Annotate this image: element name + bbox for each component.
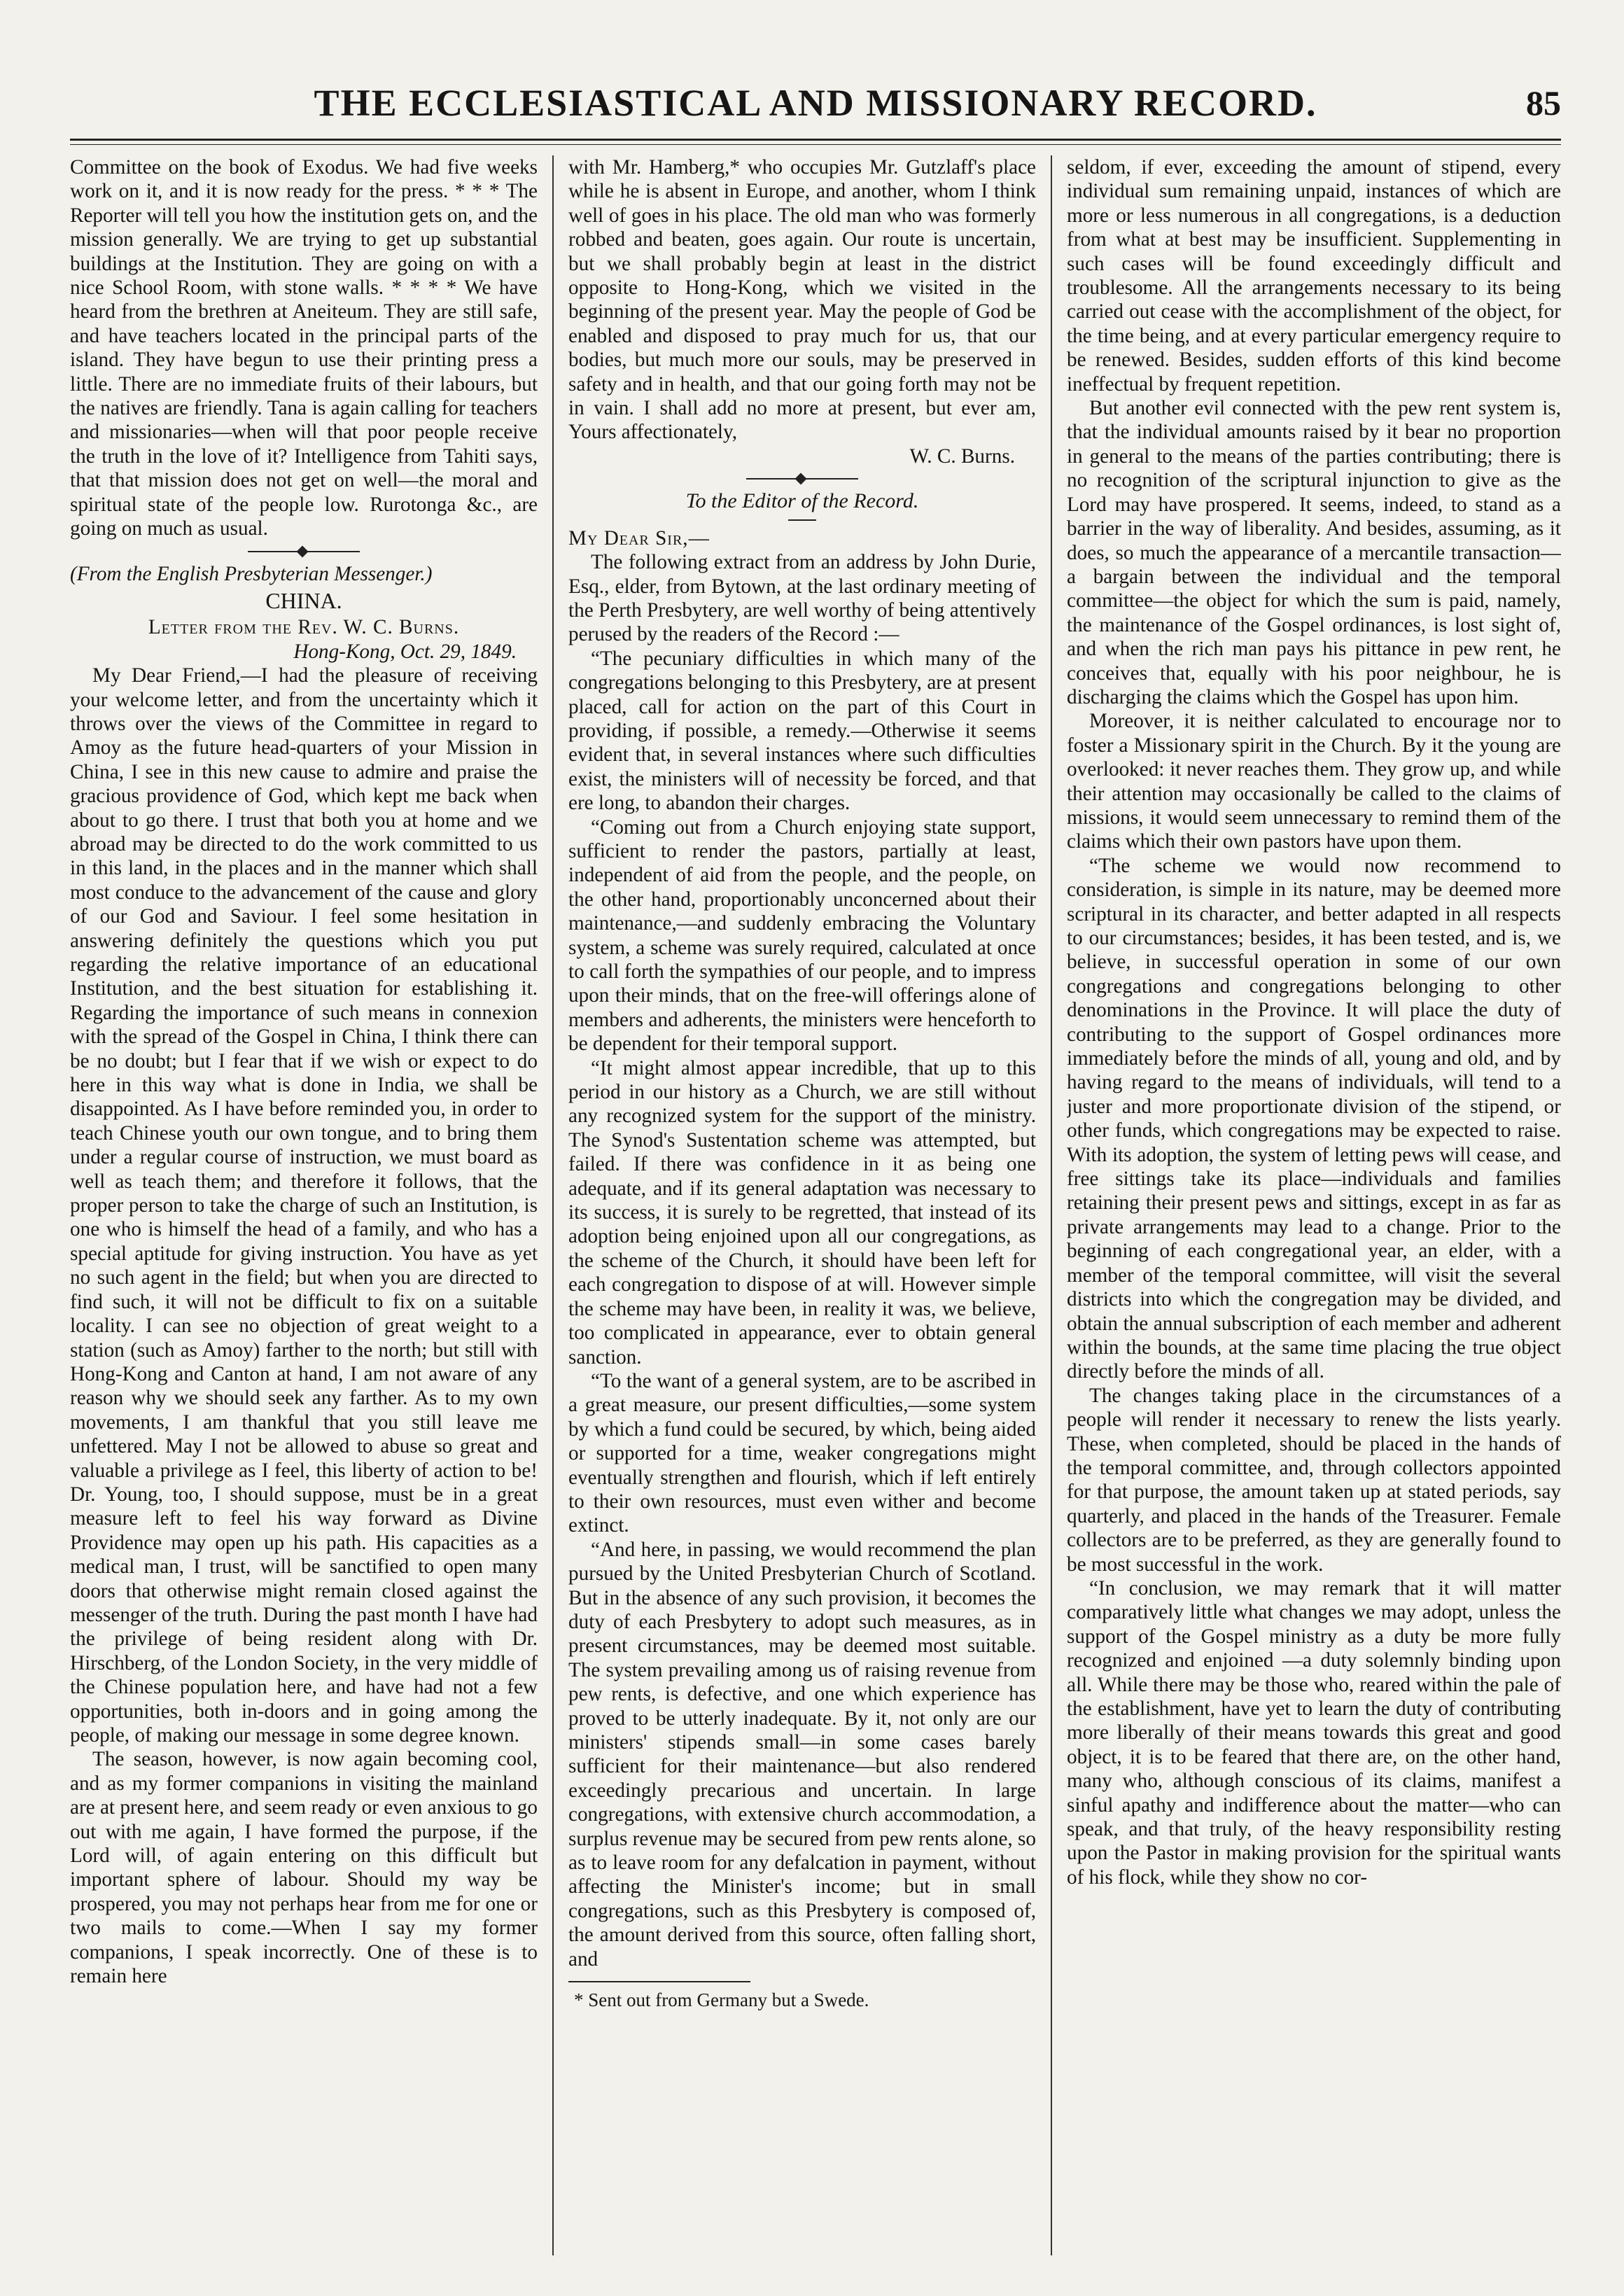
paragraph: The changes taking place in the circumstances of a people will render it necessary to renew the lists yearly. These, when completed, should be placed in the hands of the temporal committee, and, through collectors appointed for that purpose, the amount taken up at stated periods, say quarterly, and placed in the hands of the Treasurer. Female collectors are to be preferred, as they are generally found to be most successful in the work. [1067, 1384, 1561, 1576]
column-2 [568, 155, 1036, 2262]
running-head [70, 78, 1561, 127]
paragraph: with Mr. Hamberg,* who occupies Mr. Gutzlaff's place while he is absent in Europe, and another, whom I think well of goes in his place. The old man who was formerly robbed and beaten, goes again. Our route is uncertain, but we shall probably begin at least in the district opposite to Hong-Kong, which we visited in the beginning of the present year. May the people of God be enabled and disposed to pray much for us, that our bodies, but much more our souls, may be preserved in safety and in health, and that our going forth may not be in vain. I shall add no more at present, but ever am, Yours affectionately, [568, 156, 1036, 444]
section-divider [746, 478, 858, 479]
footnote-rule [568, 1981, 750, 1982]
letter-signature: W. C. Burns. [909, 444, 1015, 468]
paragraph: “It might almost appear incredible, that up to this period in our history as a Church, we are still without any recognized system for the support of the ministry. The Synod's Sustentation scheme was attempted, but failed. If there was confidence in it as being one adequate, and if its general adaptation was necessary to its success, it is surely to be regretted, that instead of its adoption being enjoined upon all our congregations, as the scheme of the Church, it should have been left for each congregation to dispose of at will. However simple the scheme may have been, in reality it was, we believe, too complicated in appearance, ever to obtain general sanction. [568, 1056, 1036, 1368]
page-number: 85 [1526, 83, 1561, 122]
paragraph: “And here, in passing, we would recommend the plan pursued by the United Presbyterian Church of Scotland. But in the absence of any such provision, it becomes the duty of each Presbytery to adopt such measures, as in present circumstances, may be deemed most suitable. The system prevailing among us of raising revenue from pew rents, is defective, and one which experience has proved to be utterly inadequate. By it, not only are our ministers' stipends small—in some cases barely sufficient for their maintenance—but also rendered exceedingly precarious and uncertain. In large congregations, with extensive church accommodation, a surplus revenue may be secured from pew rents alone, so as to leave room for any defalcation in payment, without affecting the Minister's income; but in small congregations, such as this Presbytery is composed of, the amount derived from this source, often falling short, and [568, 1538, 1036, 1970]
paragraph: “In conclusion, we may remark that it will matter comparatively little what changes we may adopt, unless the support of the Gospel ministry as a duty be more fully recognized and enjoined —a duty solemnly binding upon all. While there may be those who, reared within the pale of the establishment, have yet to learn the duty of contributing more liberally of their means towards this great and good object, it is to be feared that there are, on the other hand, many who, although conscious of its claims, manifest a sinful apathy and indifference about the matter—who can speak, and that truly, of the heavy responsibility resting upon the Pastor in making provision for the spiritual wants of his flock, while they show no cor- [1067, 1576, 1561, 1889]
paragraph: Moreover, it is neither calculated to encourage nor to foster a Missionary spirit in the Church. By it the young are overlooked: it never reaches them. They grow up, and while their attention may occasionally be called to the claims of missions, it would seem unnecessary to remind them of the claims which their own pastors have upon them. [1067, 710, 1561, 853]
column-3 [1067, 155, 1561, 2262]
paragraph: The season, however, is now again becoming cool, and as my former companions in visiting the mainland are at present here, and seem ready or even anxious to go out with me again, I have formed the purpose, if the Lord will, of again entering on this difficult but important sphere of labour. Should my way be prospered, you may not perhaps hear from me for one or two mails to come.—When I say my former companions, I speak incorrectly. One of these is to remain here [70, 1748, 538, 1988]
footnote: * Sent out from Germany but a Swede. [574, 1989, 869, 2011]
paragraph: “The pecuniary difficulties in which many of the congregations belonging to this Presbytery, are at present placed, call for action on the part of this Court in providing, if possible, a remedy.—Otherwise it seems evident that, in several instances where such difficulties exist, the ministers will of necessity be forced, and that ere long, to abandon their charges. [568, 647, 1036, 815]
section-divider [248, 551, 360, 552]
paragraph: “To the want of a general system, are to be ascribed in a great measure, our present difficulties,—some system by which a fund could be secured, by which, being aided or supported for a time, weaker congregations might eventually strengthen and flourish, which if left entirely to their own resources, must even wither and become extinct. [568, 1369, 1036, 1537]
letter-title: Letter from the Rev. W. C. Burns. [148, 616, 460, 639]
paragraph: “The scheme we would now recommend to consideration, is simple in its nature, may be deemed more scriptural in its character, and better adapted in all respects to our circumstances; besides, it has been tested, and is, we believe, in successful operation in some of our own congregations and congregations belonging to other denominations in the Province. It will place the duty of contributing to the support of Gospel ordinances more immediately before the minds of all, young and old, and by having regard to the means of individuals, will tend to a juster and more proportionate division of the stipend, or other funds, which congregations may be expected to raise. With its adoption, the system of letting pews will cease, and free sittings take its place—individuals and families retaining their present pews and sittings, except in as far as private arrangements may lead to a change. Prior to the beginning of each congregational year, an elder, with a member of the temporal committee, will visit the several districts into which the congregation may be divided, and obtain the annual subscription of each member and adherent within the bounds, at the same time placing the true object directly before the minds of all. [1067, 854, 1561, 1383]
paragraph: “Coming out from a Church enjoying state support, sufficient to render the pastors, partially at least, independent of aid from the people, and the people, on the other hand, proportionably unconcerned about their maintenance,—and suddenly embracing the Voluntary system, a scheme was surely required, calculated at once to call forth the sympathies of our people, and to impress upon their minds, that on the free-will offerings alone of members and adherents, the ministers were henceforth to be dependent for their temporal support. [568, 816, 1036, 1056]
paragraph: seldom, if ever, exceeding the amount of stipend, every individual sum remaining unpaid, instances of which are more or less numerous in all congregations, is a deduction from what at best may be insufficient. Supplementing in such cases will be found exceedingly difficult and troublesome. All the arrangements necessary to its being carried out cease with the accomplishment of the object, for the time being, and at every particular emergency require to be renewed. Besides, sudden efforts of this kind become ineffectual by frequent repetition. [1067, 156, 1561, 396]
letter-dateline: Hong-Kong, Oct. 29, 1849. [293, 640, 517, 663]
salutation: My Dear Sir,— [568, 526, 710, 550]
header-rule [70, 139, 1561, 145]
paragraph: But another evil connected with the pew rent system is, that the individual amounts raised by it bear no proportion in general to the means of the parties contributing; there is no recognition of the scriptural injunction to give as the Lord may have prospered. It seems, indeed, to stand as a barrier in the way of liberality. And besides, assuming, as it does, so much the appearance of a mercantile transaction—a bargain between the individual and the temporal committee—the object for which the sum is paid, namely, the maintenance of the Gospel ordinances, is lost sight of, and when the rich man pays his pittance in pew rent, he conceives that, equally with his poor neighbour, he is discharging the claims which the Gospel has upon him. [1067, 397, 1561, 708]
article-source: (From the English Presbyterian Messenger.) [70, 562, 433, 585]
paragraph: My Dear Friend,—I had the pleasure of receiving your welcome letter, and from the uncertainty which it throws over the views of the Committee in regard to Amoy as the future head-quarters of your Mission in China, I see in this new cause to admire and praise the gracious providence of God, which kept me back when about to go there. I trust that both you at home and we abroad may be directed to do the work committed to us in this land, in the places and in the manner which shall most conduce to the advancement of the cause and glory of our God and Saviour. I feel some hesitation in answering definitely the questions which you put regarding the relative importance of an educational Institution, and the best situation for establishing it. Regarding the importance of such means in connexion with the spread of the Gospel in China, I think there can be no doubt; but I fear that if we wish or expect to do here in this way what is done in India, we shall be disappointed. As I have before reminded you, in order to teach Chinese youth our own tongue, and to bring them under a regular course of instruction, we must board as well as teach them; and therefore it follows, that the proper person to take the charge of such an Institution, is one who is himself the head of a family, and who has a special aptitude for giving instruction. You have as yet no such agent in the field; but when you are directed to find such, it will not be difficult to fix on a suitable locality. I can see no objection of great weight to a station (such as Amoy) farther to the north; but still with Hong-Kong and Canton at hand, I am not aware of any reason why we should seek any farther. As to my own movements, I am thankful that you still leave me unfettered. May I not be allowed to abuse so great and valuable a privilege as I feel, this liberty of action to be! Dr. Young, too, I should suppose, must be in a great measure left to feel his way forward as Divine Providence may open up his path. His capacities as a medical man, I trust, will be sanctified to open many doors that otherwise might remain closed against the messenger of the truth. During the past month I have had the privilege of being resident along with Dr. Hirschberg, of the London Society, in the very middle of the Chinese population here, and have had not a few opportunities, both in-doors and in going among the people, of making our message in some degree known. [70, 664, 538, 1746]
column-divider [552, 155, 554, 2255]
paragraph: Committee on the book of Exodus. We had five weeks work on it, and it is now ready for the press. * * * The Reporter will tell you how the institution gets on, and the mission generally. We are trying to get up substantial buildings at the Institution. They are going on with a nice School Room, with stone walls. * * * * We have heard from the brethren at Aneiteum. They are still safe, and have teachers located in the principal parts of the island. They have begun to use their printing press a little. There are no immediate fruits of their labours, but the natives are friendly. Tana is again calling for teachers and missionaries—when will that poor people receive the truth in the love of it? Intelligence from Tahiti says, that that mission does not get on well—the moral and spiritual state of the people low. Rurotonga &c., are going on much as usual. [70, 156, 538, 540]
letter-heading: To the Editor of the Record. [685, 489, 919, 513]
paragraph: The following extract from an address by John Durie, Esq., elder, from Bytown, at the last ordinary meeting of the Perth Presbytery, are well worthy of being attentively perused by the readers of the Record :— [568, 551, 1036, 646]
publication-title: THE ECCLESIASTICAL AND MISSIONARY RECORD. [314, 82, 1317, 124]
column-1 [70, 155, 538, 2262]
short-divider [788, 519, 816, 521]
column-divider [1051, 155, 1052, 2255]
article-heading: CHINA. [265, 587, 342, 613]
